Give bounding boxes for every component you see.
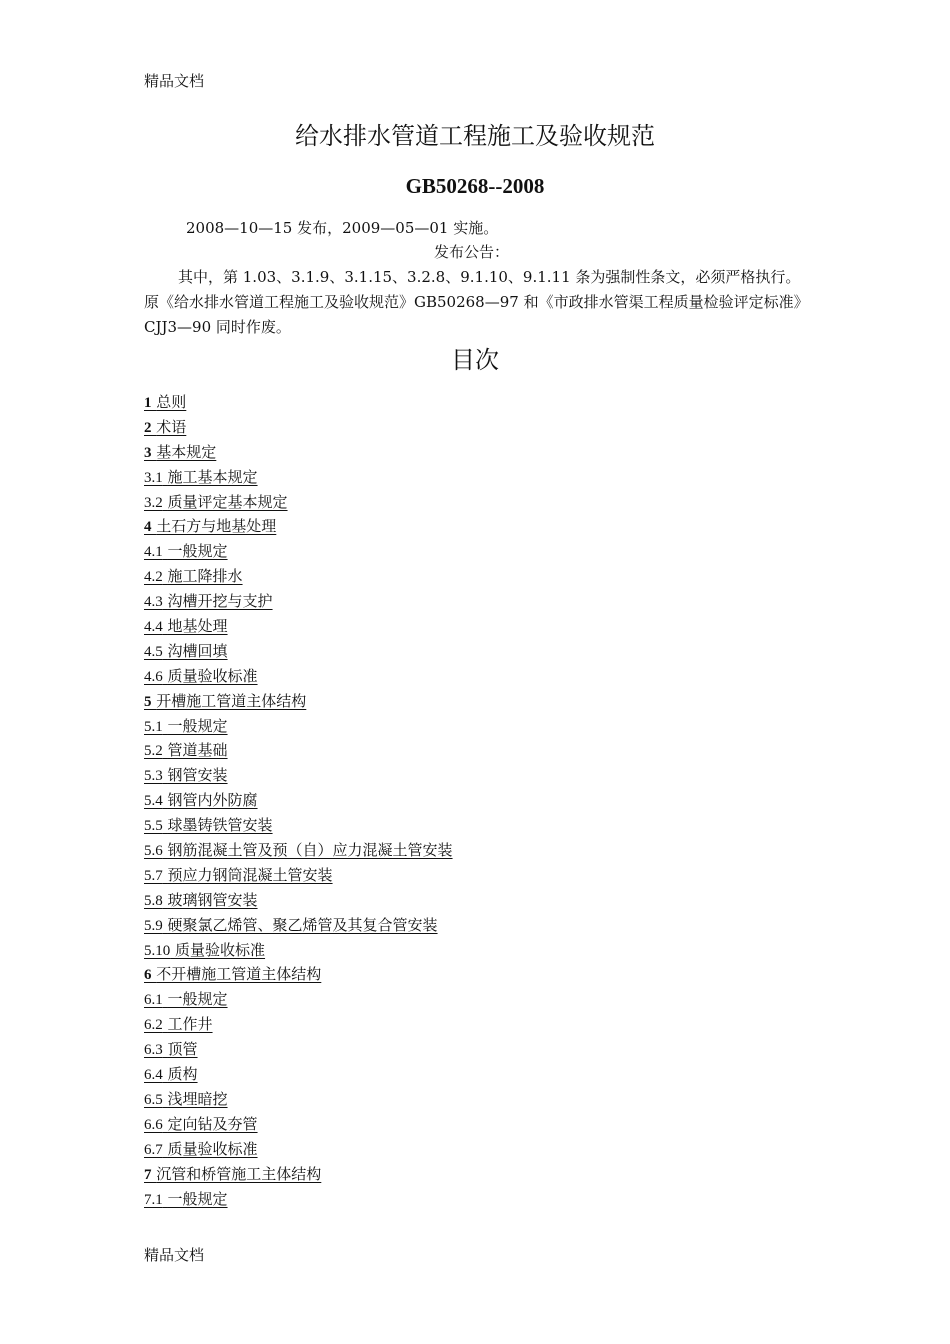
toc-label: 沟槽开挖与支护 [167, 592, 273, 611]
toc-label: 钢筋混凝土管及预（自）应力混凝土管安装 [167, 841, 453, 860]
toc-label: 施工降排水 [167, 567, 243, 586]
toc-label: 定向钻及夯管 [167, 1114, 258, 1133]
toc-link[interactable] [144, 642, 228, 660]
toc-label: 质量验收标准 [175, 940, 266, 959]
toc-link[interactable] [144, 866, 333, 884]
toc-number: 5.1 [144, 718, 163, 735]
toc-number: 6.5 [144, 1091, 163, 1108]
toc-item [144, 664, 453, 689]
toc-link[interactable] [144, 990, 228, 1008]
toc-link[interactable] [144, 1015, 213, 1033]
toc-label: 顶管 [167, 1040, 198, 1059]
toc-link[interactable] [144, 841, 453, 859]
toc-item [144, 564, 453, 589]
toc-label: 一般规定 [167, 542, 228, 561]
toc-item [144, 788, 453, 813]
toc-number: 2 [144, 419, 152, 436]
toc-item [144, 689, 453, 714]
toc-link[interactable] [144, 617, 228, 635]
toc-item [144, 1187, 453, 1212]
toc-link[interactable] [144, 791, 258, 809]
toc-item [144, 639, 453, 664]
announcement-body [144, 265, 808, 340]
toc-link[interactable] [144, 1040, 198, 1058]
toc-label: 硬聚氯乙烯管、聚乙烯管及其复合管安装 [167, 915, 438, 934]
toc-label: 球墨铸铁管安装 [167, 816, 273, 835]
toc-link[interactable] [144, 692, 306, 710]
toc-label: 质量验收标准 [167, 1139, 258, 1158]
toc-number: 5.6 [144, 843, 163, 860]
toc-link[interactable] [144, 741, 228, 759]
publish-dates: 2008—10—15 发布，2009—05—01 实施。 [186, 219, 499, 237]
toc-label: 质构 [167, 1065, 198, 1084]
toc-number: 6 [144, 967, 152, 984]
toc-number: 6.3 [144, 1042, 163, 1059]
toc-number: 7 [144, 1166, 152, 1183]
toc-item [144, 838, 453, 863]
toc-number: 7.1 [144, 1191, 163, 1208]
toc-item [144, 1137, 453, 1162]
toc-link[interactable] [144, 542, 228, 560]
toc-item [144, 1012, 453, 1037]
toc-link[interactable] [144, 916, 438, 934]
toc-link[interactable] [144, 1090, 228, 1108]
toc-link[interactable] [144, 717, 228, 735]
toc-link[interactable] [144, 965, 321, 983]
toc-number: 4.2 [144, 569, 163, 586]
toc-item [144, 938, 453, 963]
toc-link[interactable] [144, 592, 273, 610]
toc-link[interactable] [144, 941, 265, 959]
toc-label: 沉管和桥管施工主体结构 [156, 1164, 322, 1183]
toc-number: 3.1 [144, 469, 163, 486]
toc-item [144, 1087, 453, 1112]
toc-item [144, 440, 453, 465]
toc-label: 一般规定 [167, 990, 228, 1009]
toc-label: 浅埋暗挖 [167, 1089, 228, 1108]
toc-item [144, 614, 453, 639]
toc-link[interactable] [144, 418, 186, 436]
toc-label: 工作井 [167, 1015, 213, 1034]
toc-label: 术语 [156, 417, 187, 436]
mandatory-clauses-paragraph: 其中，第 1.03、3.1.9、3.1.15、3.2.8、9.1.10、9.1.11 条为强制性条文，必须严格执行。 [178, 268, 801, 286]
toc-item [144, 1062, 453, 1087]
toc-label: 质量验收标准 [167, 666, 258, 685]
toc-link[interactable] [144, 468, 258, 486]
toc-label: 沟槽回填 [167, 641, 228, 660]
table-of-contents [144, 390, 453, 1211]
toc-item [144, 514, 453, 539]
toc-label: 管道基础 [167, 741, 228, 760]
toc-item [144, 1112, 453, 1137]
toc-number: 6.1 [144, 992, 163, 1009]
toc-link[interactable] [144, 517, 276, 535]
toc-number: 4.5 [144, 643, 163, 660]
toc-label: 开槽施工管道主体结构 [156, 691, 307, 710]
toc-item [144, 738, 453, 763]
toc-link[interactable] [144, 393, 186, 411]
page-footer: 精品文档 [144, 1246, 205, 1264]
announcement-heading: 发布公告： [434, 243, 510, 261]
toc-item [144, 863, 453, 888]
toc-number: 4.4 [144, 619, 163, 636]
toc-link[interactable] [144, 891, 258, 909]
page-header: 精品文档 [144, 72, 205, 90]
toc-number: 6.7 [144, 1141, 163, 1158]
toc-item [144, 962, 453, 987]
toc-link[interactable] [144, 1065, 198, 1083]
standard-code: GB50268--2008 [405, 174, 545, 198]
toc-item [144, 589, 453, 614]
toc-number: 6.4 [144, 1067, 163, 1084]
toc-number: 5.3 [144, 768, 163, 785]
toc-number: 3 [144, 444, 152, 461]
toc-label: 玻璃钢管安装 [167, 890, 258, 909]
toc-number: 4.1 [144, 544, 163, 561]
toc-number: 1 [144, 395, 152, 411]
toc-label: 钢管安装 [167, 766, 228, 785]
toc-label: 土石方与地基处理 [156, 517, 277, 536]
toc-link[interactable] [144, 1140, 258, 1158]
toc-link[interactable] [144, 443, 216, 461]
toc-item [144, 415, 453, 440]
toc-link[interactable] [144, 766, 228, 784]
toc-item [144, 888, 453, 913]
toc-item [144, 539, 453, 564]
toc-link[interactable] [144, 1165, 321, 1183]
toc-number: 4 [144, 519, 152, 536]
toc-number: 5.2 [144, 743, 163, 760]
toc-number: 5 [144, 693, 152, 710]
toc-label: 地基处理 [167, 617, 228, 636]
toc-number: 4.6 [144, 668, 163, 685]
toc-number: 3.2 [144, 494, 163, 511]
toc-item [144, 987, 453, 1012]
toc-item [144, 390, 453, 415]
toc-number: 6.2 [144, 1017, 163, 1034]
toc-number: 5.10 [144, 942, 171, 959]
toc-number: 6.6 [144, 1116, 163, 1133]
toc-link[interactable] [144, 667, 258, 685]
toc-number: 5.4 [144, 793, 163, 810]
toc-link[interactable] [144, 1115, 258, 1133]
toc-item [144, 714, 453, 739]
toc-label: 一般规定 [167, 716, 228, 735]
toc-item [144, 1037, 453, 1062]
toc-item [144, 763, 453, 788]
toc-label: 基本规定 [156, 442, 217, 461]
document-title: 给水排水管道工程施工及验收规范 [295, 122, 655, 150]
toc-label: 预应力钢筒混凝土管安装 [167, 865, 333, 884]
toc-label: 总则 [156, 393, 187, 411]
toc-link[interactable] [144, 493, 288, 511]
toc-number: 5.9 [144, 917, 163, 934]
toc-item [144, 1162, 453, 1187]
toc-link[interactable] [144, 567, 243, 585]
toc-link[interactable] [144, 1190, 228, 1208]
toc-item [144, 913, 453, 938]
toc-number: 5.5 [144, 818, 163, 835]
toc-number: 4.3 [144, 594, 163, 611]
toc-item [144, 813, 453, 838]
toc-title: 目次 [451, 346, 499, 374]
toc-item [144, 465, 453, 490]
toc-label: 不开槽施工管道主体结构 [156, 965, 322, 984]
toc-label: 钢管内外防腐 [167, 791, 258, 810]
toc-link[interactable] [144, 816, 273, 834]
toc-label: 质量评定基本规定 [167, 492, 288, 511]
toc-number: 5.8 [144, 892, 163, 909]
superseded-paragraph: 原《给水排水管道工程施工及验收规范》GB50268—97 和《市政排水管渠工程质量检验评定标准》CJJ3—90 同时作废。 [144, 293, 802, 336]
toc-item [144, 490, 453, 515]
toc-number: 5.7 [144, 867, 163, 884]
toc-label: 施工基本规定 [167, 467, 258, 486]
toc-label: 一般规定 [167, 1189, 228, 1208]
